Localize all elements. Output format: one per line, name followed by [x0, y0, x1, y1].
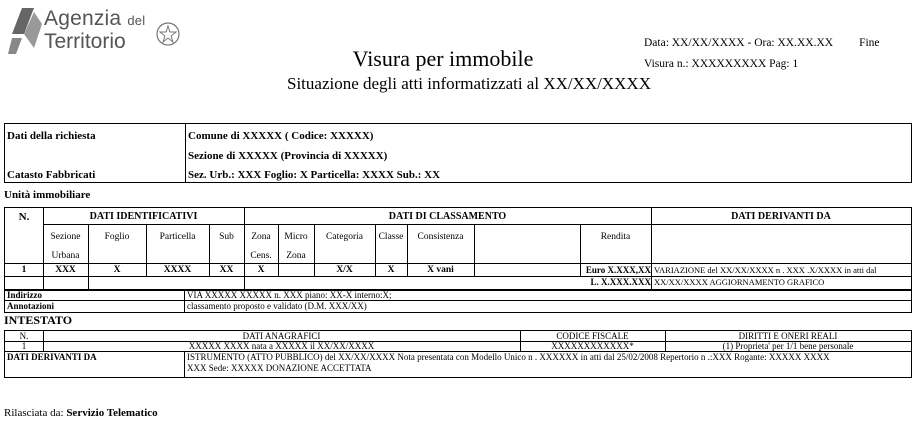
rilasciata-label: Rilasciata da:: [4, 407, 64, 419]
h-micro: Micro: [284, 232, 308, 242]
row-deriv2: XX/XX/XXXX AGGIORNAMENTO GRAFICO: [654, 277, 825, 287]
date-time: Data: XX/XX/XXXX - Ora: XX.XX.XX Fine: [644, 37, 880, 49]
indirizzo-box: [4, 289, 912, 313]
h-urbana: Urbana: [51, 251, 80, 261]
indirizzo-label: Indirizzo: [7, 290, 42, 300]
indirizzo-value: VIA XXXXX XXXXX n. XXX piano: XX-X interno:X;: [187, 290, 392, 300]
unita-table: [4, 207, 912, 291]
int-row-n: 1: [21, 341, 27, 351]
h-zona: Zona: [251, 232, 271, 242]
catasto-label: Catasto Fabbricati: [7, 169, 96, 181]
row-foglio: X: [113, 265, 121, 275]
int-col-n: N.: [19, 331, 29, 341]
emblem-icon: [157, 23, 179, 45]
int-row-cf: XXXXXXXXXXXX*: [551, 341, 634, 351]
row-particella: XXXX: [163, 265, 192, 275]
h-categoria: Categoria: [326, 232, 363, 242]
intestato-title: INTESTATO: [4, 313, 73, 327]
annotazioni-value: classamento proposto e validato (D.M. XXX/XX): [187, 301, 367, 311]
int-col-anagrafici: DATI ANAGRAFICI: [242, 331, 321, 341]
row-categoria: X/X: [336, 265, 353, 275]
col-n: N.: [18, 211, 30, 223]
annotazioni-label: Annotazioni: [7, 301, 55, 311]
h-rendita: Rendita: [600, 232, 631, 242]
rilasciata-value: Servizio Telematico: [66, 407, 158, 419]
fine-label: Fine: [859, 37, 880, 49]
row-rendita-lire: L. X.XXX.XXX: [590, 277, 651, 287]
h-consistenza: Consistenza: [417, 232, 464, 242]
intestato-table: [4, 330, 912, 378]
page-title: Visura per immobile: [352, 46, 534, 71]
row-n: 1: [21, 265, 27, 275]
row-classe: X: [387, 265, 395, 275]
group-ident: DATI IDENTIFICATIVI: [89, 211, 198, 222]
row-deriv1: VARIAZIONE del XX/XX/XXXX n . XXX .X/XXXX in atti dal: [654, 265, 877, 275]
rilasciata: [4, 407, 158, 419]
logo-text-agenzia: Agenzia del: [44, 7, 146, 30]
logo-text-territorio: Territorio: [44, 30, 126, 53]
row-zona: X: [257, 265, 265, 275]
comune-value: Comune di XXXXX ( Codice: XXXXX): [188, 130, 374, 142]
h-particella: Particella: [159, 232, 196, 242]
int-deriv2: XXX Sede: XXXXX DONAZIONE ACCETTATA: [187, 363, 372, 373]
int-deriv1: ISTRUMENTO (ATTO PUBBLICO) del XX/XX/XXXX Nota presentata con Modello Unico n . XXXXXX in atti dal 25/02/2008 Repertorio n .:XXX Rogante: XXXXX XXXX: [187, 352, 830, 362]
page-subtitle: Situazione degli atti informatizzati al XX/XX/XXXX: [287, 74, 651, 93]
group-deriv: DATI DERIVANTI DA: [731, 211, 831, 222]
row-rendita-euro: Euro X.XXX,XX: [585, 265, 651, 275]
h-microzona: Zona: [286, 251, 306, 261]
sez-urb-value: Sez. Urb.: XXX Foglio: X Particella: XXXX Sub.: XX: [188, 169, 441, 181]
dati-richiesta-label: Dati della richiesta: [7, 130, 96, 142]
h-classe: Classe: [378, 232, 404, 242]
visura-number: Visura n.: XXXXXXXXX Pag: 1: [644, 58, 799, 70]
int-col-diritti: DIRITTI E ONERI REALI: [738, 331, 838, 341]
unita-section-title: Unità immobiliare: [4, 189, 91, 201]
int-deriv-label: DATI DERIVANTI DA: [7, 352, 97, 362]
int-row-diritti: (1) Proprieta' per 1/1 bene personale: [722, 341, 854, 351]
richiesta-box: [4, 123, 912, 183]
row-consistenza: X vani: [427, 265, 454, 275]
int-col-cf: CODICE FISCALE: [556, 331, 629, 341]
row-sub: XX: [219, 265, 234, 275]
h-sub: Sub: [219, 232, 234, 242]
sezione-value: Sezione di XXXXX (Provincia di XXXXX): [188, 150, 388, 162]
h-cens: Cens.: [250, 251, 272, 261]
h-sezione: Sezione: [50, 232, 81, 242]
int-row-anagrafici: XXXXX XXXX nata a XXXXX il XX/XX/XXXX: [188, 341, 375, 351]
group-class: DATI DI CLASSAMENTO: [388, 211, 507, 222]
row-sezione: XXX: [55, 265, 76, 275]
h-foglio: Foglio: [104, 232, 130, 242]
